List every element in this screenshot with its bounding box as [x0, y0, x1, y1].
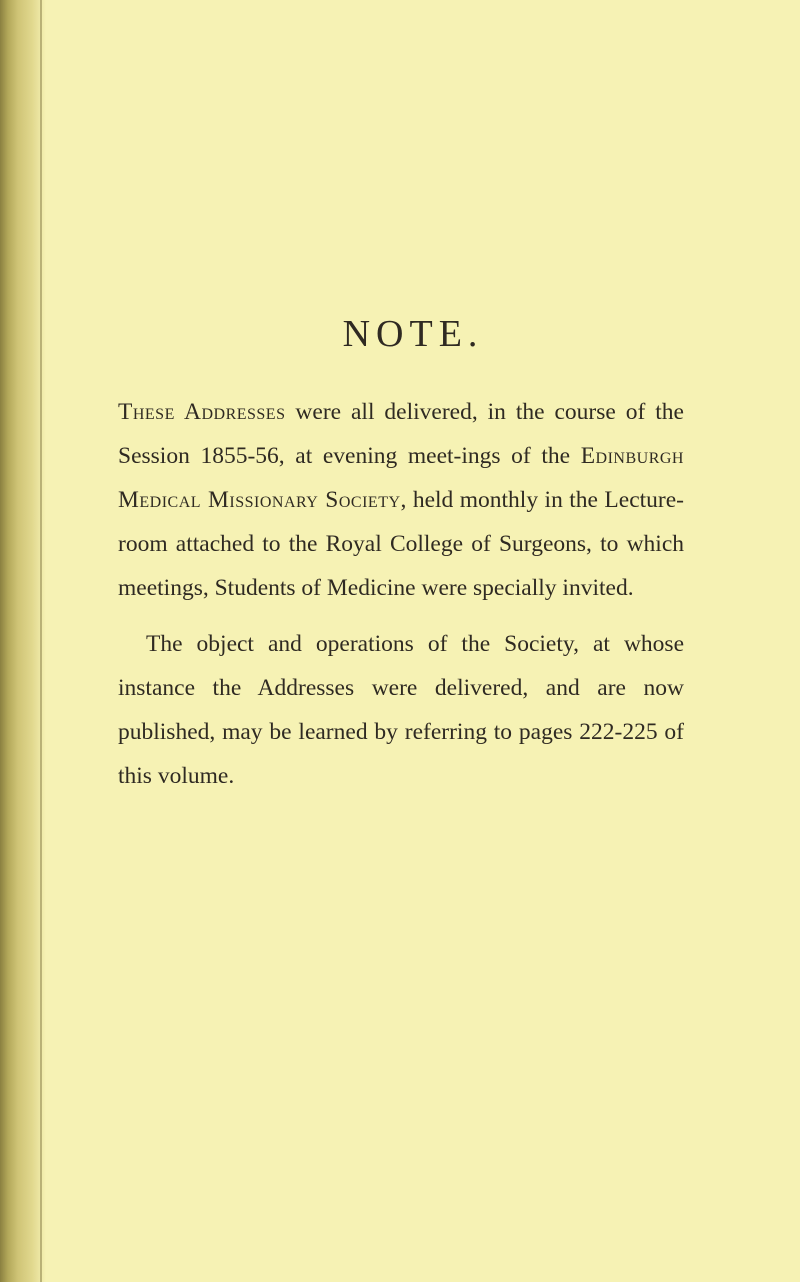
note-body	[118, 390, 684, 798]
paragraph-2: The object and operations of the Society, at whose instance the Addresses were delivered, and are now published, may be learned by referring to pages 222-225 of this volume.	[118, 631, 684, 789]
page-title: NOTE.	[342, 313, 484, 355]
lead-phrase: These Addresses	[118, 399, 286, 425]
paragraph-1	[118, 390, 684, 610]
society-name: Edinburgh Medical Missionary Society	[118, 443, 684, 513]
paragraph-1-text-2: , held monthly in the Lecture-room attached to the Royal College of Surgeons, to which meetings, Students of Medicine were specially invited.	[118, 487, 684, 601]
page-edge-line	[40, 0, 42, 1282]
paragraph-1-text-1: were all delivered, in the course of the Session 1855-56, at evening meet-ings of the	[118, 399, 684, 469]
